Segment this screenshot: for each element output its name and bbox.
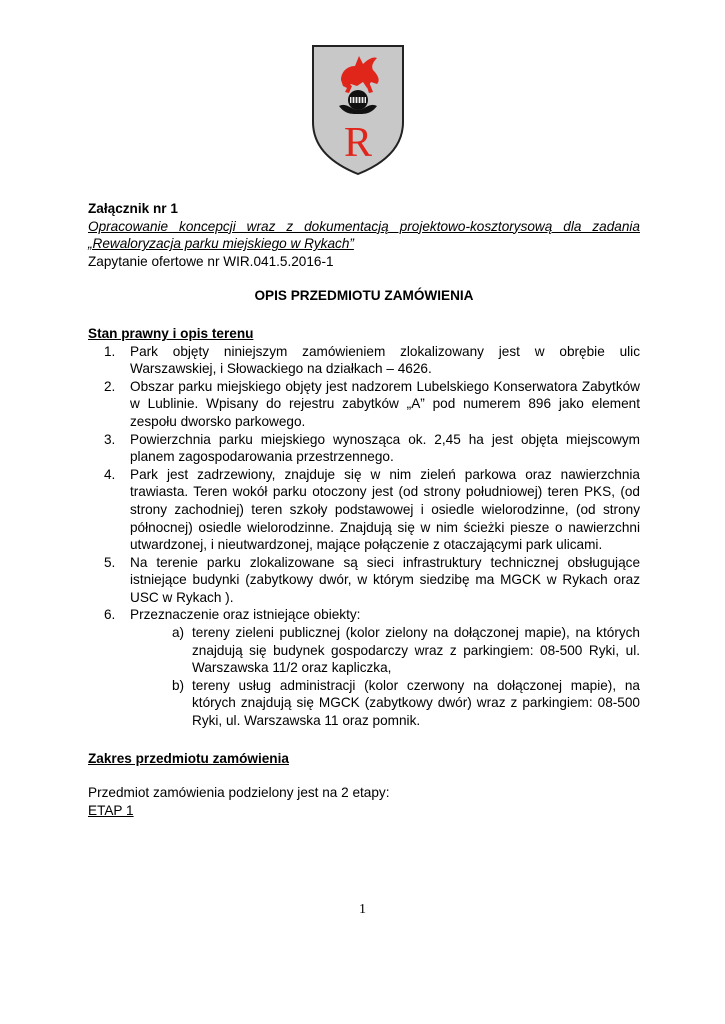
svg-text:R: R: [343, 120, 373, 166]
scope-intro: Przedmiot zamówienia podzielony jest na 2 etapy:: [88, 785, 390, 801]
stage-label: ETAP 1: [88, 802, 134, 818]
task-title: „Rewaloryzacja parku miejskiego w Rykach”: [88, 236, 354, 252]
coat-of-arms-icon: [311, 44, 405, 176]
list-item: 4. Park jest zadrzewiony, znajduje się w nim zieleń parkowa oraz nawierzchnia trawiasta. Teren wokół parku otoczony jest (od strony południowej) teren PKS, (od strony zachodniej) teren szkoły podstawowej i osiedle wielorodzinne, (od strony północnej) osiedle wielorodzinne. Znajdują się w nim ścieżki piesze o nawierzchni utwardzonej, i nieutwardzonej, mające połączenie z otaczającymi park ulicami.: [104, 466, 640, 553]
section-heading-legal: Stan prawny i opis terenu: [88, 325, 254, 341]
document-body: [88, 200, 640, 819]
page-number: 1: [359, 902, 366, 917]
list-item: 2. Obszar parku miejskiego objęty jest nadzorem Lubelskiego Konserwatora Zabytków w Lublinie. Wpisany do rejestru zabytków „A” pod numerem 896 jako element zespołu dworsko parkowego.: [104, 378, 640, 429]
sublist-item: b) tereny usług administracji (kolor czerwony na dołączonej mapie), na których znajdują się MGCK (zabytkowy dwór) wraz z parkingiem: 08-500 Ryki, ul. Warszawska 11 oraz pomnik.: [172, 677, 640, 729]
task-line: Opracowanie koncepcji wraz z dokumentacją projektowo-kosztorysową dla zadania: [88, 218, 640, 234]
main-title: OPIS PRZEDMIOTU ZAMÓWIENIA: [254, 288, 474, 304]
section-heading-scope: Zakres przedmiotu zamówienia: [88, 750, 289, 766]
attachment-label: Załącznik nr 1: [88, 201, 178, 216]
list-item: 1. Park objęty niniejszym zamówieniem zlokalizowany jest w obrębie ulic Warszawskiej, i Słowackiego na działkach – 4626.: [104, 343, 640, 377]
legal-status-list: [88, 343, 640, 730]
sublist: [130, 624, 640, 730]
list-item: 3. Powierzchnia parku miejskiego wynosząca ok. 2,45 ha jest objęta miejscowym planem zagospodarowania przestrzennego.: [104, 431, 640, 465]
list-item: 5. Na terenie parku zlokalizowane są sieci infrastruktury technicznej obsługujące istniejące budynki (zabytkowy dwór, w którym siedzibę ma MGCK w Rykach oraz USC w Rykach ).: [104, 554, 640, 605]
list-item: 6. Przeznaczenie oraz istniejące obiekty: a) tereny zieleni publicznej (kolor zielony na dołączonej mapie), na których znajdują się budynek gospodarczy wraz z parkingiem: 08-500 Ryki, ul. Warszawska 11/2 oraz kapliczka, b) tereny usług administracji (kolor czerwony na dołączonej mapie), na których znajdują się MGCK (zabytkowy dwór) wraz z parkingiem: 08-500 Ryki, ul. Warszawska 11 oraz pomnik.: [104, 607, 640, 729]
inquiry-number: Zapytanie ofertowe nr WIR.041.5.2016-1: [88, 253, 334, 269]
sublist-item: a) tereny zieleni publicznej (kolor zielony na dołączonej mapie), na których znajdują się budynek gospodarczy wraz z parkingiem: 08-500 Ryki, ul. Warszawska 11/2 oraz kapliczka,: [172, 625, 640, 676]
